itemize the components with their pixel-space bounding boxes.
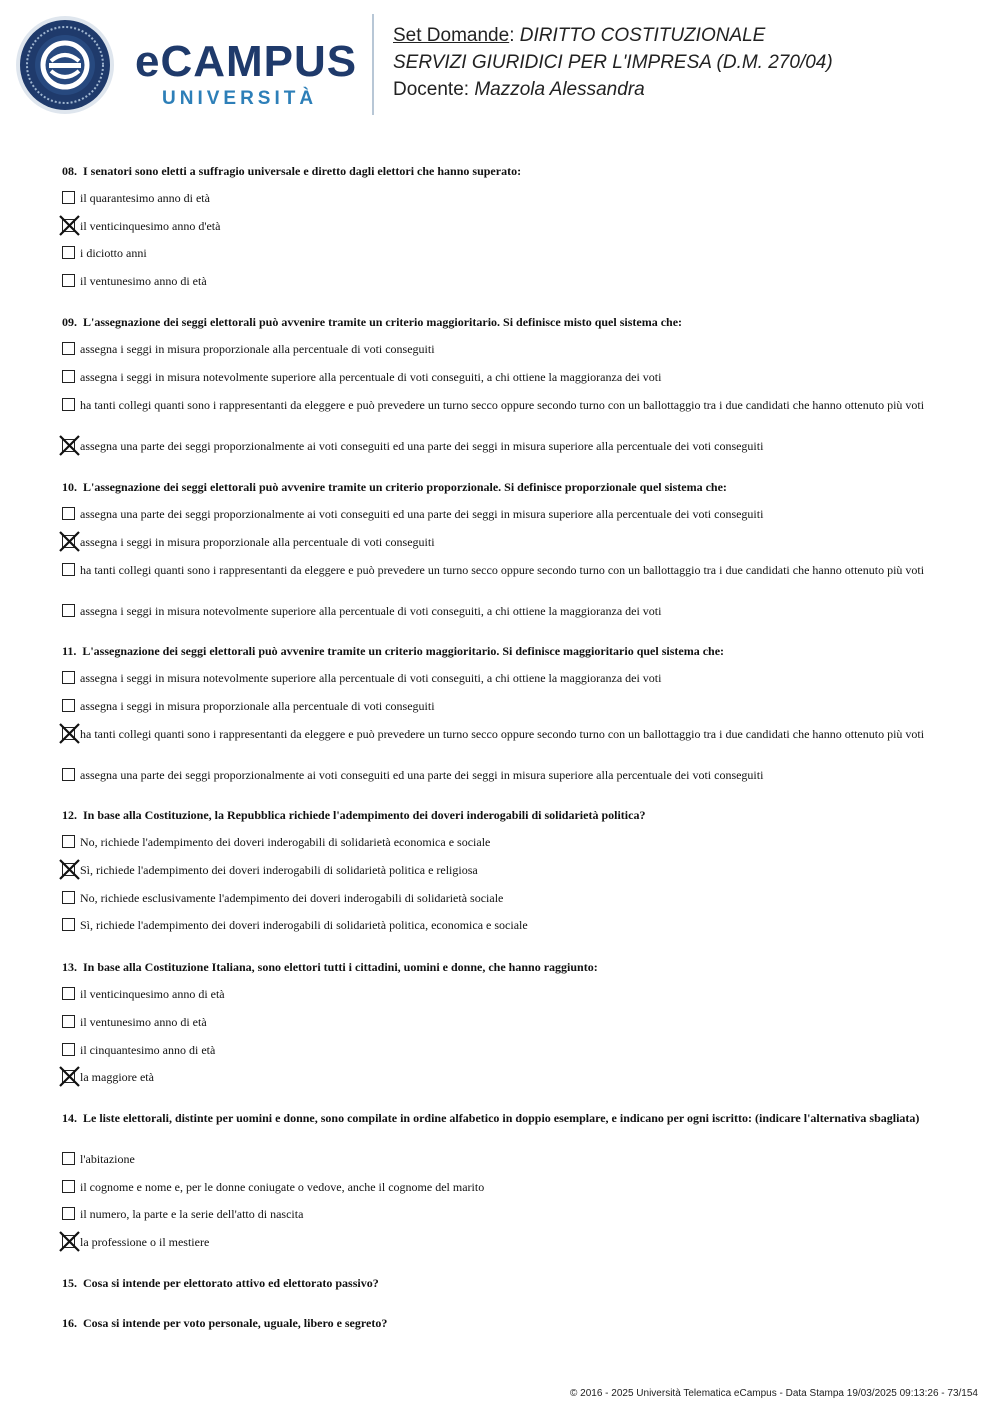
checkbox-empty [62, 1207, 75, 1220]
page-footer: © 2016 - 2025 Università Telematica eCampus - Data Stampa 19/03/2025 09:13:26 - 73/154 [570, 1388, 978, 1399]
answer-text: il numero, la parte e la serie dell'atto di nascita [80, 1207, 304, 1221]
question-title [62, 1276, 942, 1290]
answer-option [62, 918, 942, 933]
question-14 [62, 1111, 942, 1249]
answer-option [62, 370, 942, 385]
checkbox-empty [62, 604, 75, 617]
checkbox-empty [62, 768, 75, 781]
answer-option [62, 1207, 942, 1222]
x-mark-icon [59, 435, 80, 456]
answer-option [62, 219, 942, 234]
answer-option [62, 1070, 942, 1085]
checkbox-empty [62, 987, 75, 1000]
question-title [62, 164, 942, 178]
set-line: Set Domande: DIRITTO COSTITUZIONALE [393, 25, 766, 46]
question-text: Cosa si intende per voto personale, uguale, libero e segreto? [83, 1316, 388, 1330]
answer-option [62, 507, 942, 522]
question-title [62, 480, 942, 494]
answer-option [62, 1043, 942, 1058]
question-10 [62, 480, 942, 618]
question-text: In base alla Costituzione, la Repubblica richiede l'adempimento dei doveri inderogabili di solidarietà politica? [83, 808, 646, 822]
question-title [62, 808, 942, 822]
answer-text: assegna una parte dei seggi proporzionalmente ai voti conseguiti ed una parte dei seggi in misura superiore alla percentuale dei voti conseguiti [80, 768, 764, 782]
question-title [62, 1316, 942, 1330]
answer-text: No, richiede l'adempimento dei doveri inderogabili di solidarietà economica e sociale [80, 835, 491, 849]
answer-option [62, 835, 942, 850]
answer-text: No, richiede esclusivamente l'adempimento dei doveri inderogabili di solidarietà sociale [80, 891, 504, 905]
answer-text: Sì, richiede l'adempimento dei doveri inderogabili di solidarietà politica, economica e sociale [80, 918, 528, 932]
answer-text: il cinquantesimo anno di età [80, 1043, 216, 1057]
question-text: Le liste elettorali, distinte per uomini e donne, sono compilate in ordine alfabetico in doppio esemplare, e indicano per ogni iscritto: (indicare l'alternativa sbagliata) [83, 1111, 920, 1125]
checkbox-empty [62, 563, 75, 576]
x-mark-icon [59, 1231, 80, 1252]
question-text: I senatori sono eletti a suffragio universale e diretto dagli elettori che hanno superato: [83, 164, 522, 178]
page-header [0, 0, 1000, 130]
answer-text: il venticinquesimo anno d'età [80, 219, 221, 233]
x-mark-icon [59, 1066, 80, 1087]
answer-text: la maggiore età [80, 1070, 154, 1084]
checkbox-empty [62, 246, 75, 259]
checkbox-empty [62, 191, 75, 204]
answer-text: Sì, richiede l'adempimento dei doveri inderogabili di solidarietà politica e religiosa [80, 863, 478, 877]
answer-option [62, 274, 942, 289]
checkbox-empty [62, 835, 75, 848]
teacher-name: Mazzola Alessandra [474, 79, 645, 100]
question-number: 11. [62, 644, 77, 658]
checkbox-empty [62, 699, 75, 712]
question-12 [62, 808, 942, 932]
question-09 [62, 315, 942, 453]
answer-text: assegna i seggi in misura proporzionale alla percentuale di voti conseguiti [80, 342, 435, 356]
answer-option [62, 891, 942, 906]
answer-option [62, 563, 942, 578]
answer-option [62, 863, 942, 878]
question-title [62, 315, 942, 329]
question-11 [62, 644, 942, 782]
answer-option [62, 768, 942, 783]
university-subtitle: UNIVERSITÀ [162, 88, 318, 109]
answer-text: assegna i seggi in misura notevolmente superiore alla percentuale di voti conseguiti, a chi ottiene la maggioranza dei voti [80, 370, 662, 384]
question-text: L'assegnazione dei seggi elettorali può avvenire tramite un criterio maggioritario. Si definisce maggioritario quel sistema che: [82, 644, 725, 658]
answer-text: assegna i seggi in misura proporzionale alla percentuale di voti conseguiti [80, 699, 435, 713]
checkbox-empty [62, 671, 75, 684]
x-mark-icon [59, 215, 80, 236]
answer-text: assegna una parte dei seggi proporzionalmente ai voti conseguiti ed una parte dei seggi in misura superiore alla percentuale dei voti conseguiti [80, 507, 764, 521]
x-mark-icon [59, 723, 80, 744]
answer-text: la professione o il mestiere [80, 1235, 210, 1249]
answer-text: ha tanti collegi quanti sono i rappresentanti da eleggere e può prevedere un turno secco oppure secondo turno con un ballottaggio tra i due candidati che hanno ottenuto più voti [80, 398, 925, 412]
answer-text: assegna i seggi in misura notevolmente superiore alla percentuale di voti conseguiti, a chi ottiene la maggioranza dei voti [80, 604, 662, 618]
checkbox-empty [62, 370, 75, 383]
checkbox-empty [62, 1043, 75, 1056]
answer-option [62, 604, 942, 619]
x-mark-icon [59, 531, 80, 552]
answer-text: ha tanti collegi quanti sono i rappresentanti da eleggere e può prevedere un turno secco oppure secondo turno con un ballottaggio tra i due candidati che hanno ottenuto più voti [80, 563, 925, 577]
question-text: Cosa si intende per elettorato attivo ed elettorato passivo? [83, 1276, 379, 1290]
question-16 [62, 1316, 942, 1330]
checkbox-empty [62, 918, 75, 931]
answer-option [62, 246, 942, 261]
answer-option [62, 671, 942, 686]
checkbox-empty [62, 398, 75, 411]
answer-text: il venticinquesimo anno di età [80, 987, 225, 1001]
question-number: 08. [62, 164, 77, 178]
answer-option [62, 699, 942, 714]
ecampus-wordmark: eCAMPUS [135, 37, 358, 86]
answer-option [62, 398, 942, 413]
question-13 [62, 960, 942, 1084]
set-value: DIRITTO COSTITUZIONALE [519, 25, 766, 46]
header-info [393, 22, 833, 103]
answer-text: l'abitazione [80, 1152, 135, 1166]
checkbox-empty [62, 274, 75, 287]
answer-option [62, 1235, 942, 1250]
question-number: 12. [62, 808, 77, 822]
checkbox-empty [62, 1152, 75, 1165]
checkbox-empty [62, 891, 75, 904]
question-text: In base alla Costituzione Italiana, sono elettori tutti i cittadini, uomini e donne, che hanno raggiunto: [83, 960, 598, 974]
answer-text: ha tanti collegi quanti sono i rappresentanti da eleggere e può prevedere un turno secco oppure secondo turno con un ballottaggio tra i due candidati che hanno ottenuto più voti [80, 727, 925, 741]
question-text: L'assegnazione dei seggi elettorali può avvenire tramite un criterio proporzionale. Si definisce proporzionale quel sistema che: [83, 480, 727, 494]
answer-option [62, 727, 942, 742]
answer-option [62, 1180, 942, 1195]
question-number: 15. [62, 1276, 77, 1290]
answer-text: il ventunesimo anno di età [80, 1015, 207, 1029]
answer-text: assegna i seggi in misura proporzionale alla percentuale di voti conseguiti [80, 535, 435, 549]
checkbox-empty [62, 507, 75, 520]
question-number: 16. [62, 1316, 77, 1330]
question-number: 09. [62, 315, 77, 329]
answer-option [62, 439, 942, 454]
teacher-line [393, 76, 833, 103]
x-mark-icon [59, 859, 80, 880]
question-08 [62, 164, 942, 288]
checkbox-empty [62, 342, 75, 355]
answer-option [62, 1152, 942, 1167]
answer-text: il cognome e nome e, per le donne coniugate o vedove, anche il cognome del marito [80, 1180, 485, 1194]
teacher-label: Docente: [393, 79, 470, 100]
question-15 [62, 1276, 942, 1290]
answer-text: il ventunesimo anno di età [80, 274, 207, 288]
header-divider [372, 14, 374, 115]
answer-option [62, 342, 942, 357]
question-title [62, 960, 942, 974]
answer-option [62, 191, 942, 206]
checkbox-empty [62, 1180, 75, 1193]
question-title [62, 1111, 942, 1125]
answer-option [62, 1015, 942, 1030]
answer-text: i diciotto anni [80, 246, 147, 260]
answer-text: assegna i seggi in misura notevolmente superiore alla percentuale di voti conseguiti, a chi ottiene la maggioranza dei voti [80, 671, 662, 685]
checkbox-empty [62, 1015, 75, 1028]
course-name: SERVIZI GIURIDICI PER L'IMPRESA (D.M. 270/04) [393, 52, 833, 73]
set-label: Set Domande [393, 25, 510, 46]
answer-option [62, 987, 942, 1002]
question-title [62, 644, 942, 658]
question-number: 14. [62, 1111, 77, 1125]
question-text: L'assegnazione dei seggi elettorali può avvenire tramite un criterio maggioritario. Si definisce misto quel sistema che: [83, 315, 683, 329]
university-seal-logo [15, 15, 115, 115]
question-number: 13. [62, 960, 77, 974]
answer-text: il quarantesimo anno di età [80, 191, 210, 205]
question-number: 10. [62, 480, 77, 494]
answer-text: assegna una parte dei seggi proporzionalmente ai voti conseguiti ed una parte dei seggi in misura superiore alla percentuale dei voti conseguiti [80, 439, 764, 453]
answer-option [62, 535, 942, 550]
